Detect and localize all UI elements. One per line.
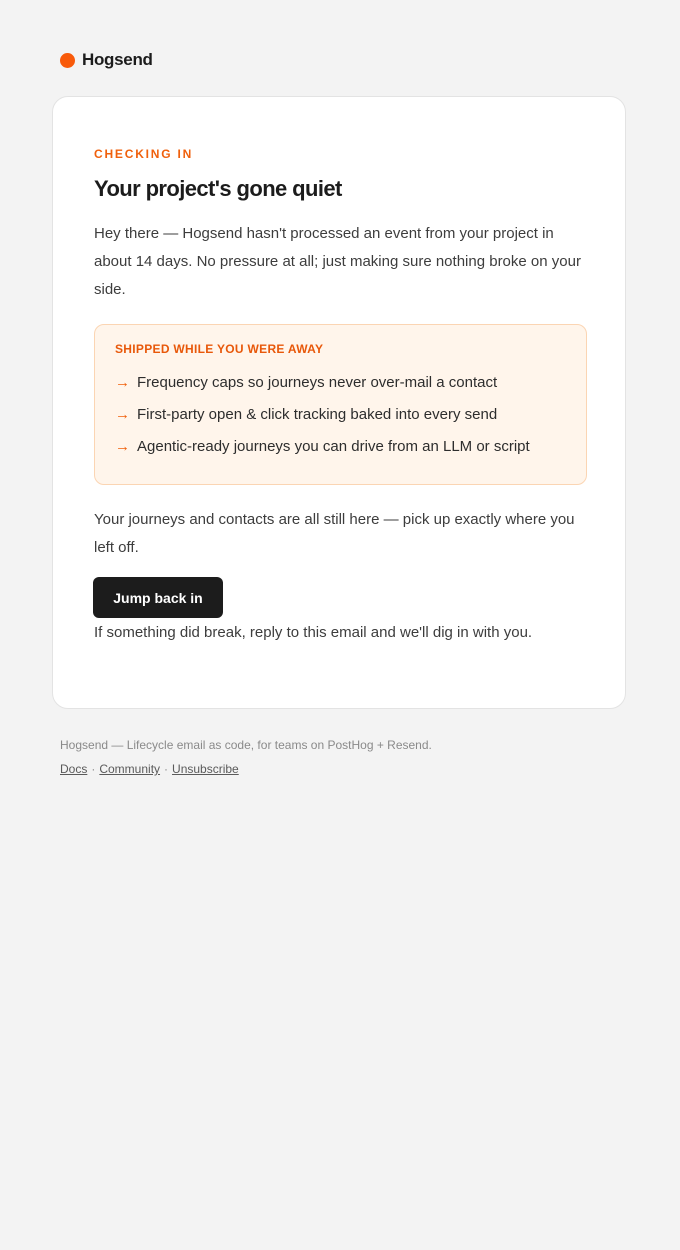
- arrow-right-icon: →: [115, 405, 130, 423]
- footer-links: [60, 760, 432, 778]
- docs-link[interactable]: Docs: [60, 762, 88, 776]
- body-paragraph: Your journeys and contacts are all still here — pick up exactly where you left off.: [94, 511, 575, 556]
- arrow-right-icon: →: [115, 373, 130, 391]
- feature-list: [115, 366, 530, 462]
- callout-title: SHIPPED WHILE YOU WERE AWAY: [115, 342, 324, 356]
- brand-header: [60, 50, 153, 70]
- community-link[interactable]: Community: [99, 762, 161, 776]
- feature-label: First-party open & click tracking baked into every send: [137, 405, 498, 423]
- feature-label: Frequency caps so journeys never over-mail a contact: [137, 373, 498, 391]
- intro-paragraph: Hey there — Hogsend hasn't processed an event from your project in about 14 days. No pressure at all; just making sure nothing broke on your side.: [94, 225, 581, 298]
- footer-tagline: Hogsend — Lifecycle email as code, for teams on PostHog + Resend.: [60, 738, 432, 752]
- feature-item: [115, 430, 530, 462]
- email-footer: [60, 736, 432, 778]
- footer-separator: ·: [91, 762, 96, 776]
- brand-logo-dot-icon: [60, 53, 75, 68]
- brand-name: Hogsend: [82, 50, 153, 69]
- jump-back-in-button[interactable]: Jump back in: [93, 577, 223, 618]
- eyebrow-label: CHECKING IN: [94, 147, 194, 161]
- closing-paragraph: If something did break, reply to this email and we'll dig in with you.: [94, 624, 533, 641]
- unsubscribe-link[interactable]: Unsubscribe: [172, 762, 239, 776]
- feature-item: [115, 398, 530, 430]
- feature-item: [115, 366, 530, 398]
- arrow-right-icon: →: [115, 437, 130, 455]
- email-headline: Your project's gone quiet: [94, 176, 342, 201]
- footer-separator: ·: [164, 762, 169, 776]
- feature-label: Agentic-ready journeys you can drive from an LLM or script: [137, 437, 530, 455]
- shipped-callout: [94, 324, 587, 485]
- email-card: [52, 96, 626, 709]
